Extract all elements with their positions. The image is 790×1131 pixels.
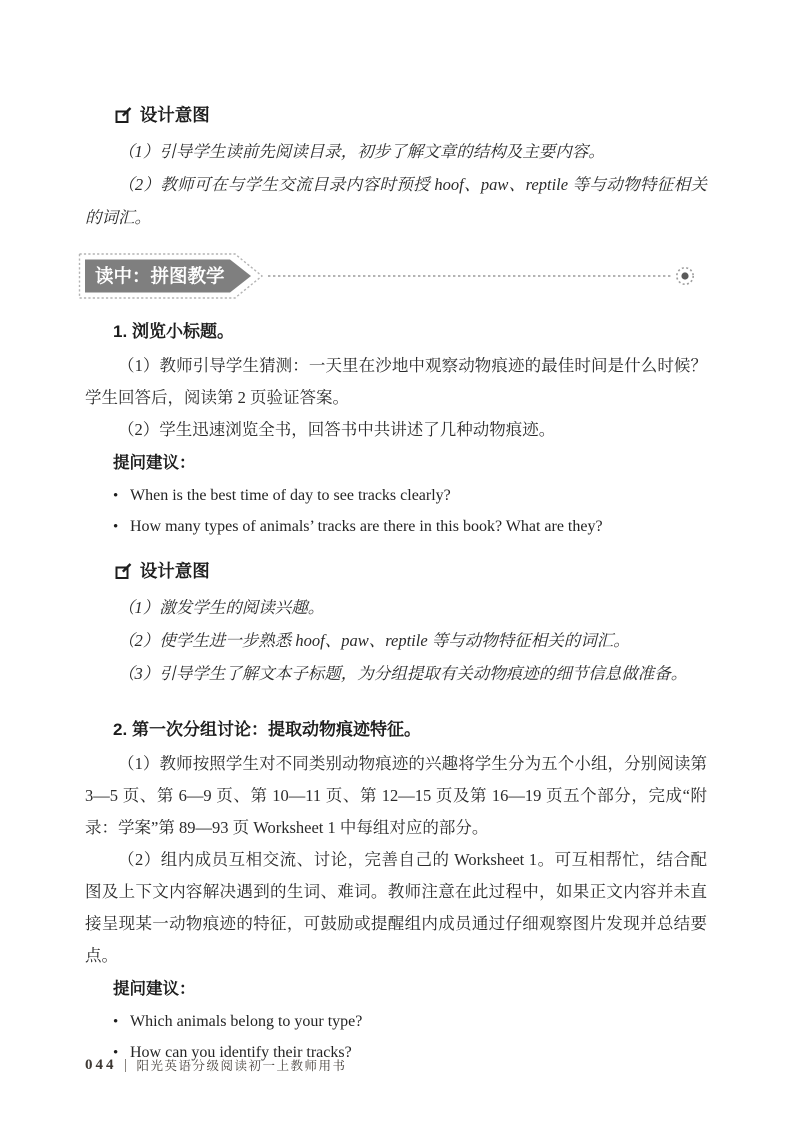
question-suggestion-label: 提问建议： [113, 454, 196, 472]
paragraph: （1）教师引导学生猜测：一天里在沙地中观察动物痕迹的最佳时间是什么时候？学生回答后，阅读第 2 页验证答案。 [85, 356, 707, 407]
footer-divider [125, 1059, 126, 1072]
design-intent-item: （1）引导学生读前先阅读目录，初步了解文章的结构及主要内容。 [118, 142, 605, 161]
page-content [85, 102, 707, 1074]
design-intent-item: （3）引导学生了解文本子标题，为分组提取有关动物痕迹的细节信息做准备。 [118, 664, 688, 683]
paragraph: （1）教师按照学生对不同类别动物痕迹的兴趣将学生分为五个小组，分别阅读第 3—5 页、第 6—9 页、第 10—11 页、第 12—15 页及第 16—19 页五个部分，完成“附录：学案”第 89—93 页 Worksheet 1 中每组对应的部分。 [85, 754, 707, 837]
banner-graphic [78, 251, 707, 301]
question-item: • How many types of animals’ tracks are there in this book? What are they? [113, 512, 707, 543]
spacer [85, 690, 707, 707]
step-1-section [85, 317, 707, 542]
design-intent-item: （1）激发学生的阅读兴趣。 [118, 598, 325, 617]
question-list [113, 481, 707, 542]
spacer [85, 548, 707, 558]
design-intent-block-1 [85, 102, 707, 234]
design-intent-heading [115, 558, 707, 584]
banner-end-dot [681, 272, 688, 279]
step-2-title: 2. 第一次分组讨论：提取动物痕迹特征。 [113, 720, 421, 739]
design-intent-item: （2）教师可在与学生交流目录内容时预授 hoof、paw、reptile 等与动物特征相关的词汇。 [85, 175, 707, 227]
paragraph: （2）组内成员互相交流、讨论，完善自己的 Worksheet 1。可互相帮忙，结合配图及上下文内容解决遇到的生词、难词。教师注意在此过程中，如果正文内容并未直接呈现某一动物痕迹的特征，可鼓励或提醒组内成员通过仔细观察图片发现并总结要点。 [85, 850, 707, 965]
step-2-section [85, 715, 707, 1068]
design-intent-title: 设计意图 [139, 105, 210, 125]
edit-square-icon [115, 107, 132, 124]
design-intent-heading [115, 102, 707, 128]
banner-label: 读中：拼图教学 [95, 265, 225, 287]
design-intent-item: （2）使学生进一步熟悉 hoof、paw、reptile 等与动物特征相关的词汇。 [118, 631, 630, 650]
book-title: 阳光英语分级阅读初一上教师用书 [136, 1059, 347, 1073]
question-item: • Which animals belong to your type? [113, 1007, 707, 1038]
step-1-title: 1. 浏览小标题。 [113, 322, 234, 341]
design-intent-items [85, 591, 707, 690]
question-suggestion-label: 提问建议： [113, 980, 196, 998]
question-item: • How can you identify their tracks? [113, 1038, 707, 1069]
design-intent-title: 设计意图 [139, 561, 210, 581]
page-footer [85, 1056, 347, 1074]
question-item: • When is the best time of day to see tracks clearly? [113, 481, 707, 512]
edit-square-icon [115, 563, 132, 580]
section-banner [78, 251, 707, 306]
design-intent-items [85, 135, 707, 234]
page-number: 044 [85, 1056, 117, 1073]
design-intent-block-2 [85, 558, 707, 690]
paragraph: （2）学生迅速浏览全书，回答书中共讲述了几种动物痕迹。 [118, 420, 556, 439]
